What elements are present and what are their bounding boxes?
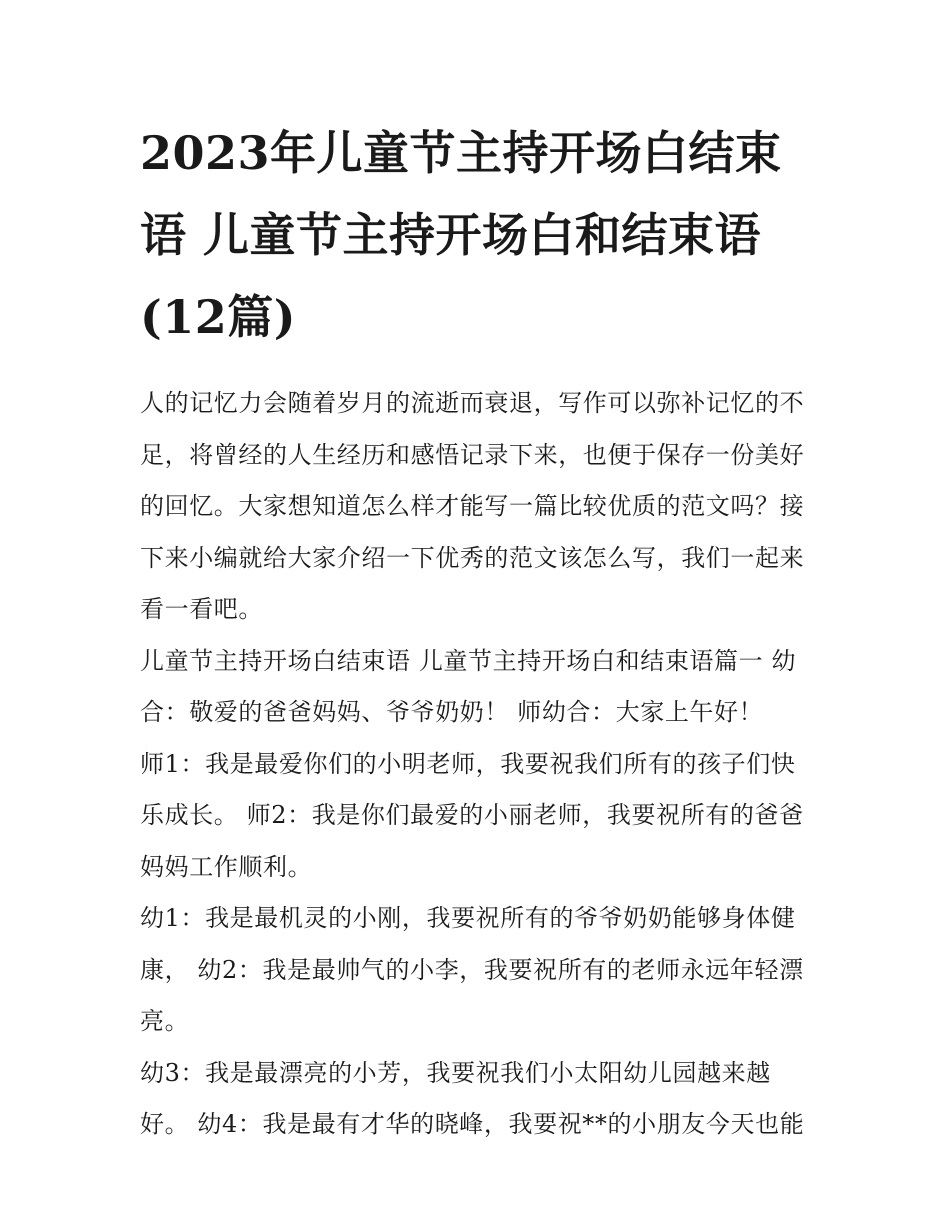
document-title xyxy=(140,112,812,358)
text-line: 看一看吧。 xyxy=(140,595,263,623)
text-line: 幼1：我是最机灵的小刚，我要祝所有的爷爷奶奶能够身体健 xyxy=(140,904,796,932)
text-line: 儿童节主持开场白结束语 儿童节主持开场白和结束语篇一 幼 xyxy=(140,646,797,675)
text-line: 妈妈工作顺利。 xyxy=(140,852,313,881)
title-line: 语 儿童节主持开场白和结束语 xyxy=(140,208,762,262)
text-line: 好。 幼4：我是最有才华的晓峰，我要祝**的小朋友今天也能 xyxy=(140,1110,805,1138)
text-line: 人的记忆力会随着岁月的流逝而衰退，写作可以弥补记忆的不 xyxy=(140,389,805,417)
text-line: 幼3：我是最漂亮的小芳，我要祝我们小太阳幼儿园越来越 xyxy=(140,1058,771,1087)
body-paragraph xyxy=(140,1048,812,1151)
title-line: (12篇) xyxy=(140,290,297,344)
text-line: 乐成长。 师2：我是你们最爱的小丽老师，我要祝所有的爸爸 xyxy=(140,801,804,829)
text-line: 师1：我是最爱你们的小明老师，我要祝我们所有的孩子们快 xyxy=(140,749,796,778)
text-line: 康， 幼2：我是最帅气的小李，我要祝所有的老师永远年轻漂 xyxy=(140,955,804,984)
text-line: 足，将曾经的人生经历和感悟记录下来，也便于保存一份美好 xyxy=(140,440,805,469)
text-line: 下来小编就给大家介绍一下优秀的范文该怎么写，我们一起来 xyxy=(140,543,805,572)
intro-paragraph xyxy=(140,378,812,636)
body-paragraph xyxy=(140,893,812,1048)
text-line: 的回忆。大家想知道怎么样才能写一篇比较优质的范文吗？接 xyxy=(140,492,805,520)
text-line: 合：敬爱的爸爸妈妈、爷爷奶奶！ 师幼合：大家上午好！ xyxy=(140,698,764,726)
body-paragraph xyxy=(140,739,812,894)
title-line: 2023年儿童节主持开场白结束 xyxy=(140,126,782,180)
document-page xyxy=(140,112,812,1151)
text-line: 亮。 xyxy=(140,1007,190,1035)
body-paragraph xyxy=(140,636,812,739)
